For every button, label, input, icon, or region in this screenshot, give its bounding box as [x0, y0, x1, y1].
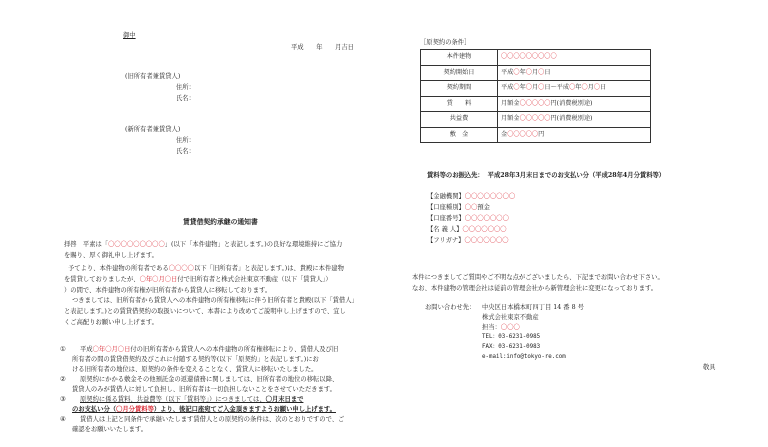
bank-value-rest: 預金 — [477, 204, 490, 211]
item-1-number: ① — [60, 346, 66, 353]
vp-red: 〇〇〇〇〇 — [507, 130, 539, 138]
payment-heading — [427, 172, 665, 181]
vp: 平成 — [501, 68, 514, 76]
vp: 円 — [538, 130, 545, 138]
condition-value — [498, 50, 651, 66]
date-line: 平成 年 月吉日 — [291, 44, 354, 51]
item-3-text-c: ）より、後記口座宛てご入金頂きますようお願い申し上げます。 — [153, 406, 336, 413]
vp-red: 〇〇〇〇〇 — [519, 115, 551, 123]
bank-value: 〇〇〇〇〇〇〇 — [464, 237, 509, 244]
p2-text-c: を賃貸しておりましたが、 — [64, 276, 140, 283]
bank-label: 【フリガナ】 — [427, 237, 465, 244]
conditions-table — [420, 49, 651, 143]
p2-text-b: 以下「旧所有者」と表記します。)は、貴殿に本件建物 — [193, 265, 344, 272]
bank-label: 【名 義 人】 — [427, 226, 463, 233]
vp-red: 〇 — [513, 68, 520, 76]
condition-value — [498, 112, 651, 128]
transfer-date-placeholder: 〇年〇月〇日 — [139, 276, 178, 283]
item-3-text-b: のお支払い分（ — [72, 406, 117, 413]
item-3-line-1 — [80, 396, 303, 405]
contact-tel: TEL：03-6231-0985 — [482, 334, 541, 340]
contact-address: 中央区日本橋本町四丁目 14 番 8 号 — [482, 304, 584, 311]
paragraph-2-line-3: ）の間で、本件建物の所有権が旧所有者から賃貸人に移転しております。 — [64, 287, 272, 294]
vp: 月 — [587, 84, 594, 92]
payment-heading-text: 平成28年3月末日までのお支払い分（平成28年4月分賃料等） — [487, 172, 666, 179]
item-1-text-a: 平成 — [80, 346, 93, 353]
conditions-row — [421, 112, 651, 128]
bank-row-institution — [427, 193, 515, 202]
vp: 月額金 — [501, 115, 520, 123]
new-owner-address-label: 住所： — [176, 137, 195, 144]
bank-value-red: 〇〇 — [464, 204, 478, 211]
p2-text-d: 付で旧所有者と株式会社東京不動産（以下「賃貸人」） — [177, 276, 332, 283]
greeting-prefix: 拝啓 平素は「 — [64, 241, 109, 248]
vp: 円(消費税別途) — [550, 115, 593, 123]
building-name-placeholder: 〇〇〇〇〇〇〇〇〇 — [108, 241, 165, 248]
building-value: 〇〇〇〇〇〇〇〇〇 — [501, 53, 557, 61]
item-4-line-2: 確認をお願いいたします。 — [72, 426, 148, 433]
vp-red: 〇 — [513, 84, 520, 92]
old-owner-label: (旧所有者兼賃貸人) — [125, 73, 181, 80]
greeting-suffix: 」(以下「本件建物」と表記します。)の良好な環境維持にご協力 — [164, 241, 343, 248]
vp: 年 — [575, 84, 582, 92]
vp: 年 — [519, 68, 526, 76]
condition-value — [498, 65, 651, 81]
vp-red: 〇〇〇〇〇 — [519, 99, 551, 107]
item-3-line-2 — [72, 406, 336, 415]
vp: 金 — [501, 130, 508, 138]
vp: 日 — [544, 68, 551, 76]
contact-email: e-mail:info@tokyo-re.com — [482, 354, 566, 360]
item-4-line-1: 賃借人は上記と同条件で承継いたします賃借人との原契約の条件は、次のとおりですので、ご — [80, 416, 345, 423]
greeting-line-2: を賜り、厚く御礼申し上げます。 — [64, 252, 158, 259]
paragraph-3-line-3: くご高配りお願い申し上げます。 — [64, 319, 158, 326]
item-2-line-2: 賃貸人のみが賃借人に対して負担し、旧所有者は一切負担しないことをさせていただきます。 — [72, 386, 336, 393]
old-owner-address-label: 住所： — [176, 84, 195, 91]
bank-label: 【口座番号】 — [427, 215, 465, 222]
contact-label: お問い合わせ先： — [425, 304, 476, 311]
bank-value: 〇〇〇〇〇〇〇 — [464, 215, 509, 222]
contact-person-label: 担当： — [482, 324, 501, 331]
greeting-line-1 — [64, 241, 342, 250]
vp: 日 — [600, 84, 607, 92]
note-line-2: なお、本件建物の管理会社は従前の管理会社から新管理会社に変更になっております。 — [412, 285, 658, 292]
condition-value — [498, 127, 651, 143]
p2-text-a: 予てより、本件建物の所有者である — [68, 265, 169, 272]
conditions-row — [421, 81, 651, 97]
paragraph-3-line-1: つきましては、旧所有者から賃貸人への本件建物の所有権移転に伴う旧所有者と貴殿(以下「賃借人」 — [72, 297, 358, 304]
payment-heading-label: 賃料等のお振込先： — [427, 172, 484, 179]
condition-key: 契約期間 — [421, 81, 498, 97]
paragraph-3-line-2: と表記します。)との賃貸借契約の取扱いについて、本書により改めてご説明申し上げますので、宜し — [64, 308, 346, 315]
bank-label: 【口座種別】 — [427, 204, 465, 211]
item-1-line-2: 所有者の間の賃貸借契約及びこれに付随する契約等(以下「原契約」と表記します。)にお — [72, 356, 319, 363]
condition-value — [498, 96, 651, 112]
document-title: 賃貸借契約承継の通知書 — [183, 218, 258, 226]
addressee-mark: 御中 — [123, 32, 136, 39]
contact-person — [482, 324, 520, 333]
bank-row-account-type — [427, 204, 490, 213]
vp-red: 〇 — [593, 84, 600, 92]
contact-person-name: 〇〇〇 — [500, 324, 520, 331]
bank-value: 〇〇〇〇〇〇〇 — [462, 226, 507, 233]
owner-name-placeholder: 〇〇〇〇 — [168, 265, 194, 272]
condition-key: 本件建物 — [421, 50, 498, 66]
vp: 円(消費税別途) — [550, 99, 593, 107]
conditions-row — [421, 127, 651, 143]
vp: 日～平成 — [544, 84, 570, 92]
item-3-deadline: 〇月末日まで — [265, 396, 304, 403]
vp: 年 — [519, 84, 526, 92]
vp-red: 〇 — [538, 68, 545, 76]
condition-key: 敷 金 — [421, 127, 498, 143]
bank-row-holder — [427, 226, 507, 235]
bank-row-account-number — [427, 215, 509, 224]
closing-mark: 敬具 — [703, 364, 716, 371]
vp-red: 〇 — [538, 84, 545, 92]
item-1-line-3: ける旧所有者の地位は、原契約の条件を変えることなく、賃貸人に移転いたしました。 — [72, 366, 318, 373]
conditions-row — [421, 50, 651, 66]
item-2-line-1: 原契約にかかる敷金その他預託金の返還債務に関しましては、旧所有者の地位の移転以降、 — [80, 376, 339, 383]
item-3-month-placeholder: 〇月分賃料等 — [116, 406, 154, 413]
item-3-number: ③ — [60, 396, 66, 403]
paragraph-2-line-1 — [68, 265, 344, 274]
item-2-number: ② — [60, 376, 66, 383]
item-4-number: ④ — [60, 416, 66, 423]
condition-key: 共益費 — [421, 112, 498, 128]
vp: 平成 — [501, 84, 514, 92]
item-1-text-b: 付の旧所有者から賃貸人への本件建物の所有権移転により、賃借人及び旧 — [130, 346, 339, 353]
vp-red: 〇 — [581, 84, 588, 92]
bank-label: 【金融機関】 — [427, 193, 465, 200]
bank-row-kana — [427, 237, 509, 246]
contact-fax: FAX：03-6231-0983 — [482, 344, 541, 350]
bank-value: 〇〇〇〇〇〇〇〇 — [464, 193, 516, 200]
conditions-row — [421, 96, 651, 112]
conditions-header: ［原契約の条件］ — [420, 39, 471, 46]
vp: 月額金 — [501, 99, 520, 107]
vp-red: 〇 — [569, 84, 576, 92]
condition-key: 賃 料 — [421, 96, 498, 112]
contact-company: 株式会社東京不動産 — [482, 314, 539, 321]
item-1-line-1 — [80, 346, 338, 355]
paragraph-2-line-2 — [64, 276, 332, 285]
vp-red: 〇 — [525, 84, 532, 92]
condition-value — [498, 81, 651, 97]
item-1-date-placeholder: 〇年〇月〇日 — [92, 346, 131, 353]
note-line-1: 本件につきましてご質問やご不明な点がございましたら、下記までお問い合わせ下さい。 — [412, 274, 664, 281]
old-owner-name-label: 氏名： — [176, 95, 195, 102]
conditions-row — [421, 65, 651, 81]
vp: 月 — [531, 68, 539, 76]
vp: 月 — [531, 84, 539, 92]
condition-key: 契約開始日 — [421, 65, 498, 81]
item-3-text-a: 原契約に係る賃料、共益費等（以下「賃料等」）につきましては、 — [80, 396, 266, 403]
new-owner-name-label: 氏名： — [176, 148, 195, 155]
new-owner-label: (新所有者兼賃貸人) — [125, 126, 181, 133]
vp-red: 〇 — [525, 68, 532, 76]
